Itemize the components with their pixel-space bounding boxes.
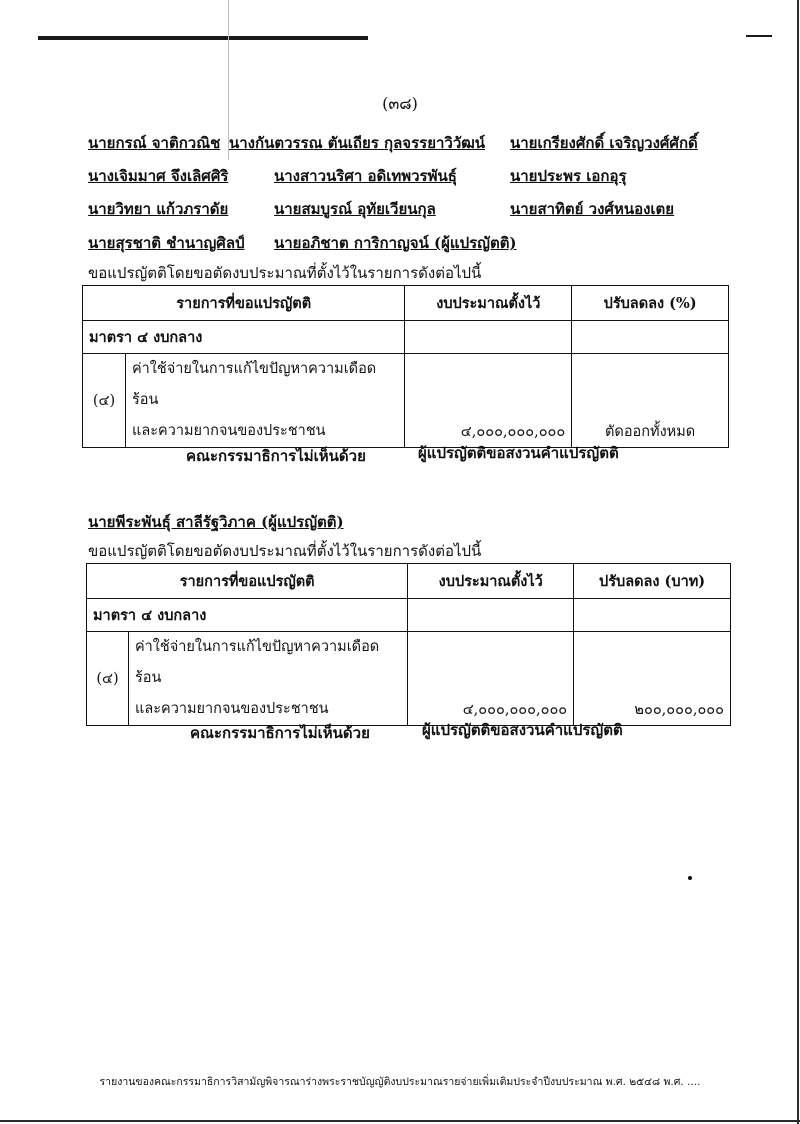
page-footer: รายงานของคณะกรรมาธิการวิสามัญพิจารณาร่างพระราชบัญญัติงบประมาณรายจ่ายเพิ่มเติมประจำปีงบประมาณ พ.ศ. ๒๕๔๘ พ.ศ. .... (99, 1076, 701, 1088)
empty-cell (408, 599, 574, 632)
committee-opinion: คณะกรรมาธิการไม่เห็นด้วย (190, 724, 370, 742)
member-name: นางเจิมมาศ จึงเลิศศิริ (88, 167, 229, 185)
member-name: นายวิทยา แก้วภราดัย (88, 200, 229, 218)
member-name: นายเกรียงศักดิ์ เจริญวงศ์ศักดิ์ (510, 134, 698, 152)
col-header-item: รายการที่ขอแปรญัตติ (87, 564, 408, 599)
reduction-amount: ตัดออกทั้งหมด (572, 354, 729, 448)
scan-artifact-line (746, 35, 772, 37)
reduction-amount: ๒๐๐,๐๐๐,๐๐๐ (574, 632, 731, 726)
amendment-intro: ขอแปรญัตติโดยขอตัดงบประมาณที่ตั้งไว้ในรายการดังต่อไปนี้ (88, 264, 482, 282)
amendment-table-1 (82, 285, 729, 448)
table-header-row (87, 564, 731, 599)
member-name: นายสุรชาติ ชำนาญศิลป์ (88, 234, 245, 252)
table-header-row (83, 286, 729, 321)
item-number: (๔) (83, 354, 126, 448)
member-name: นายสมบูรณ์ อุทัยเวียนกุล (274, 200, 436, 218)
member-name: นายประพร เอกอุรุ (510, 167, 627, 185)
committee-opinion: คณะกรรมาธิการไม่เห็นด้วย (186, 447, 366, 465)
item-number: (๔) (87, 632, 129, 726)
table-row (87, 632, 731, 726)
member-name: นายอภิชาต การิกาญจน์ (ผู้แปรญัตติ) (274, 234, 517, 252)
page-edge (797, 0, 799, 1124)
col-header-reduction: ปรับลดลง (บาท) (574, 564, 731, 599)
item-description-line: ค่าใช้จ่ายในการแก้ไขปัญหาความเดือดร้อน (131, 361, 377, 408)
empty-cell (572, 321, 729, 354)
page-number: (๓๘) (382, 94, 418, 113)
budget-amount: ๔,๐๐๐,๐๐๐,๐๐๐ (408, 632, 574, 726)
item-description-line: และความยากจนของประชาชน (131, 423, 326, 439)
empty-cell (405, 321, 572, 354)
member-name: นายสาทิตย์ วงศ์หนองเตย (510, 200, 675, 218)
col-header-budget: งบประมาณตั้งไว้ (405, 286, 572, 321)
empty-cell (574, 599, 731, 632)
amendment-intro: ขอแปรญัตติโดยขอตัดงบประมาณที่ตั้งไว้ในรายการดังต่อไปนี้ (88, 542, 482, 560)
budget-amount: ๔,๐๐๐,๐๐๐,๐๐๐ (405, 354, 572, 448)
item-description-line: ค่าใช้จ่ายในการแก้ไขปัญหาความเดือดร้อน (134, 639, 380, 686)
scan-artifact-line (38, 36, 368, 40)
table-row (87, 599, 731, 632)
proposer-name: นายพีระพันธุ์ สาลีรัฐวิภาค (ผู้แปรญัตติ) (88, 513, 344, 531)
amendment-table-2 (86, 563, 731, 726)
member-name: นางกันตวรรณ ตันเถียร กุลจรรยาวิวัฒน์ (229, 134, 486, 152)
member-name: นายกรณ์ จาติกวณิช (88, 134, 221, 152)
table-row (83, 354, 729, 448)
table-row (83, 321, 729, 354)
item-description (125, 354, 404, 448)
section-label: มาตรา ๔ งบกลาง (83, 321, 405, 354)
item-description (128, 632, 407, 726)
reservation-note: ผู้แปรญัตติขอสงวนคำแปรญัตติ (418, 444, 619, 462)
member-name: นางสาวนริศา อดิเทพวรพันธุ์ (274, 167, 457, 185)
item-description-line: และความยากจนของประชาชน (134, 701, 329, 717)
scan-speck (688, 876, 692, 880)
col-header-reduction: ปรับลดลง (%) (572, 286, 729, 321)
col-header-item: รายการที่ขอแปรญัตติ (83, 286, 405, 321)
page-edge (0, 1120, 800, 1122)
reservation-note: ผู้แปรญัตติขอสงวนคำแปรญัตติ (422, 721, 623, 739)
col-header-budget: งบประมาณตั้งไว้ (408, 564, 574, 599)
section-label: มาตรา ๔ งบกลาง (87, 599, 408, 632)
